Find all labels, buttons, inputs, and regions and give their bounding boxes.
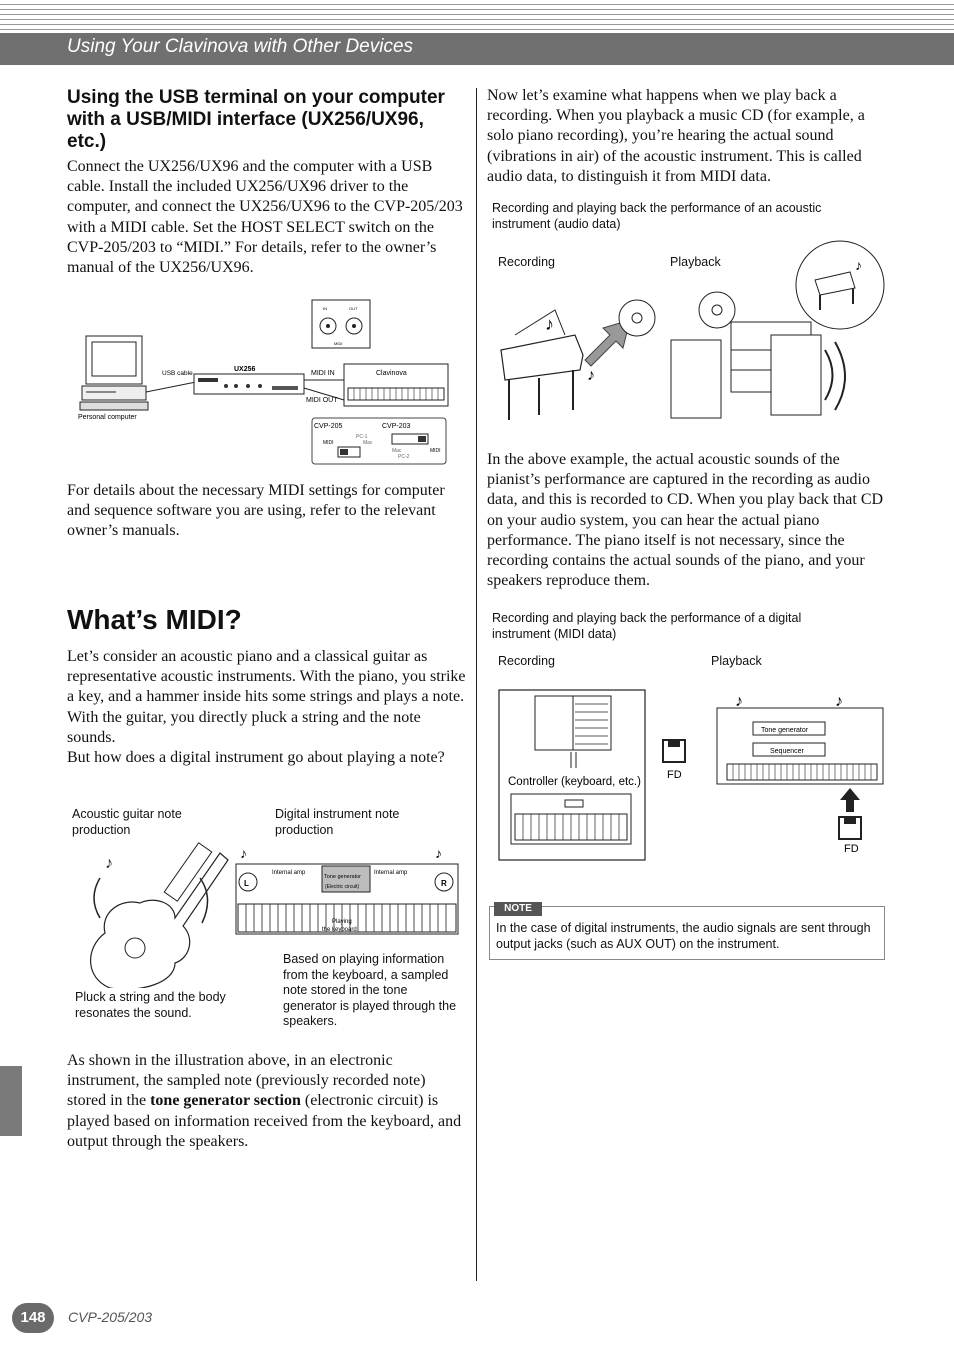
music-note-icon: ♪ [587, 367, 595, 384]
audio-recording-illustration [495, 240, 885, 430]
tone-generator-label: Tone generator [324, 874, 361, 880]
midi-diagram-title: Recording and playing back the performance of a digital instrument (MIDI data) [492, 611, 802, 641]
speaker-right-label: R [441, 879, 447, 888]
label-midi-out: MIDI OUT [306, 397, 338, 404]
label-usb-cable: USB cable [162, 370, 193, 377]
internal-amp-left: Internal amp [272, 870, 306, 876]
pluck-caption: Pluck a string and the body resonates the sound. [75, 990, 226, 1020]
playing-label: Playing [332, 919, 352, 925]
guitar-illustration [80, 838, 230, 988]
header-stripe [0, 4, 954, 5]
tone-generator-text-after: (electronic circuit) is played based on information received from the keyboard, and output through the speakers. [67, 1092, 462, 1150]
header-title: Using Your Clavinova with Other Devices [67, 36, 414, 57]
label-clavinova: Clavinova [376, 370, 407, 377]
fd-label-2: FD [844, 843, 859, 855]
label-midi-port: MIDI [334, 341, 343, 346]
header-stripe [0, 29, 954, 30]
music-note-icon: ♪ [855, 257, 862, 273]
midi-heading: What’s MIDI? [67, 604, 242, 635]
label-cvp205: CVP-205 [314, 423, 343, 430]
midi-playback-label: Playback [711, 654, 762, 668]
tone-generator-text-before: As shown in the illustration above, in an electronic instrument, the sampled note (previously recorded note) stored in the [67, 1052, 426, 1110]
header-stripe [0, 24, 954, 25]
usb-details-paragraph: For details about the necessary MIDI settings for computer and sequence software you are using, refer to the relevant owner’s manuals. [67, 482, 445, 540]
music-note-icon: ♪ [105, 855, 113, 872]
audio-diagram-title: Recording and playing back the performance of an acoustic instrument (audio data) [492, 201, 822, 231]
the-keyboard-label: the keyboard [322, 927, 357, 933]
ux256-interface-illustration [194, 374, 304, 394]
playback-sequencer: Sequencer [770, 748, 804, 755]
speaker-right [771, 335, 821, 415]
label-ux256: UX256 [234, 366, 256, 373]
midi-recording-label: Recording [498, 654, 555, 668]
page-number: 148 [12, 1303, 54, 1333]
fd-label-1: FD [667, 769, 682, 781]
music-note-icon: ♪ [435, 845, 442, 861]
acoustic-guitar-label: Acoustic guitar note production [72, 807, 182, 837]
label-switch-pc2-203: PC-2 [398, 454, 410, 460]
tone-generator-paragraph [67, 1051, 467, 1152]
speaker-left [671, 340, 721, 418]
midi-paragraph: Let’s consider an acoustic piano and a classical guitar as representative acoustic instruments. With the piano, you strike a key, and a hammer inside hits some strings and plays a note. With the guitar, you directly pluck a string and the note sounds. [67, 648, 466, 746]
column-divider [476, 88, 477, 1281]
label-out-port: OUT [349, 306, 358, 311]
electric-circuit-label: (Electric circuit) [325, 884, 360, 890]
music-note-icon: ♪ [545, 314, 554, 334]
usb-section-heading: Using the USB terminal on your computer with a USB/MIDI interface (UX256/UX96, etc.) [67, 87, 445, 152]
label-cvp203: CVP-203 [382, 423, 411, 430]
audio-example-paragraph: In the above example, the actual acoustic sounds of the pianist’s performance are captured in the recording as audio data, and this is recorded to CD. When you play back that CD on your audio system, you can hear the actual piano performance. The piano itself is not necessary, since the recording contains the actual sounds of the piano, and your speakers reproduce them. [487, 451, 884, 590]
note-text: In the case of digital instruments, the audio signals are sent through output jacks (such as AUX OUT) on the instrument. [496, 921, 871, 951]
midi-question: But how does a digital instrument go about playing a note? [67, 749, 445, 766]
header-stripe [0, 19, 954, 20]
digital-instrument-label: Digital instrument note production [275, 807, 400, 837]
label-switch-midi-203: MIDI [430, 448, 441, 454]
header-stripe [0, 14, 954, 15]
model-name: CVP-205/203 [68, 1309, 153, 1325]
label-switch-mac-203: Mac [392, 448, 402, 454]
label-midi-in: MIDI IN [311, 370, 335, 377]
speaker-left-label: L [244, 879, 249, 888]
audio-playback-label: Playback [670, 255, 721, 269]
side-tab [0, 1066, 22, 1136]
music-note-icon: ♪ [240, 845, 247, 861]
music-note-icon: ♪ [735, 693, 743, 710]
digital-instrument-illustration [230, 842, 466, 937]
tone-generator-bold: tone generator section [150, 1092, 301, 1110]
audio-recording-label: Recording [498, 255, 555, 269]
label-switch-mac-205: Mac [363, 440, 373, 446]
internal-amp-right: Internal amp [374, 870, 408, 876]
up-arrow-icon [840, 788, 860, 812]
usb-connection-diagram [76, 296, 456, 468]
controller-label: Controller (keyboard, etc.) [508, 776, 641, 788]
audio-paragraph: Now let’s examine what happens when we play back a recording. When you playback a music CD (for example, a solo piano recording), you’re hearing the actual sound (vibrations in air) of the acoustic instrument. This is called audio data, to distinguish it from MIDI data. [487, 87, 865, 185]
playback-tone-generator: Tone generator [761, 727, 809, 734]
label-in-port: IN [323, 306, 327, 311]
usb-section-paragraph: Connect the UX256/UX96 and the computer with a USB cable. Install the included UX256/UX96 driver to the computer, and connect the UX256/UX96 to the CVP-205/203 with a MIDI cable. Set the HOST SELECT switch on the CVP-205/203 to “MIDI.” For details, refer to the owner’s manual of the UX256/UX96. [67, 158, 463, 277]
music-note-icon: ♪ [835, 693, 843, 710]
label-switch-pc1-205: PC-1 [356, 434, 368, 440]
personal-computer-illustration [80, 336, 148, 410]
based-caption: Based on playing information from the keyboard, a sampled note stored in the tone generator is played through the speakers. [283, 952, 457, 1028]
label-switch-midi-205: MIDI [323, 440, 334, 446]
note-badge: NOTE [494, 902, 542, 916]
label-personal-computer: Personal computer [78, 414, 137, 421]
midi-recording-illustration [495, 686, 885, 861]
header-stripe [0, 9, 954, 10]
